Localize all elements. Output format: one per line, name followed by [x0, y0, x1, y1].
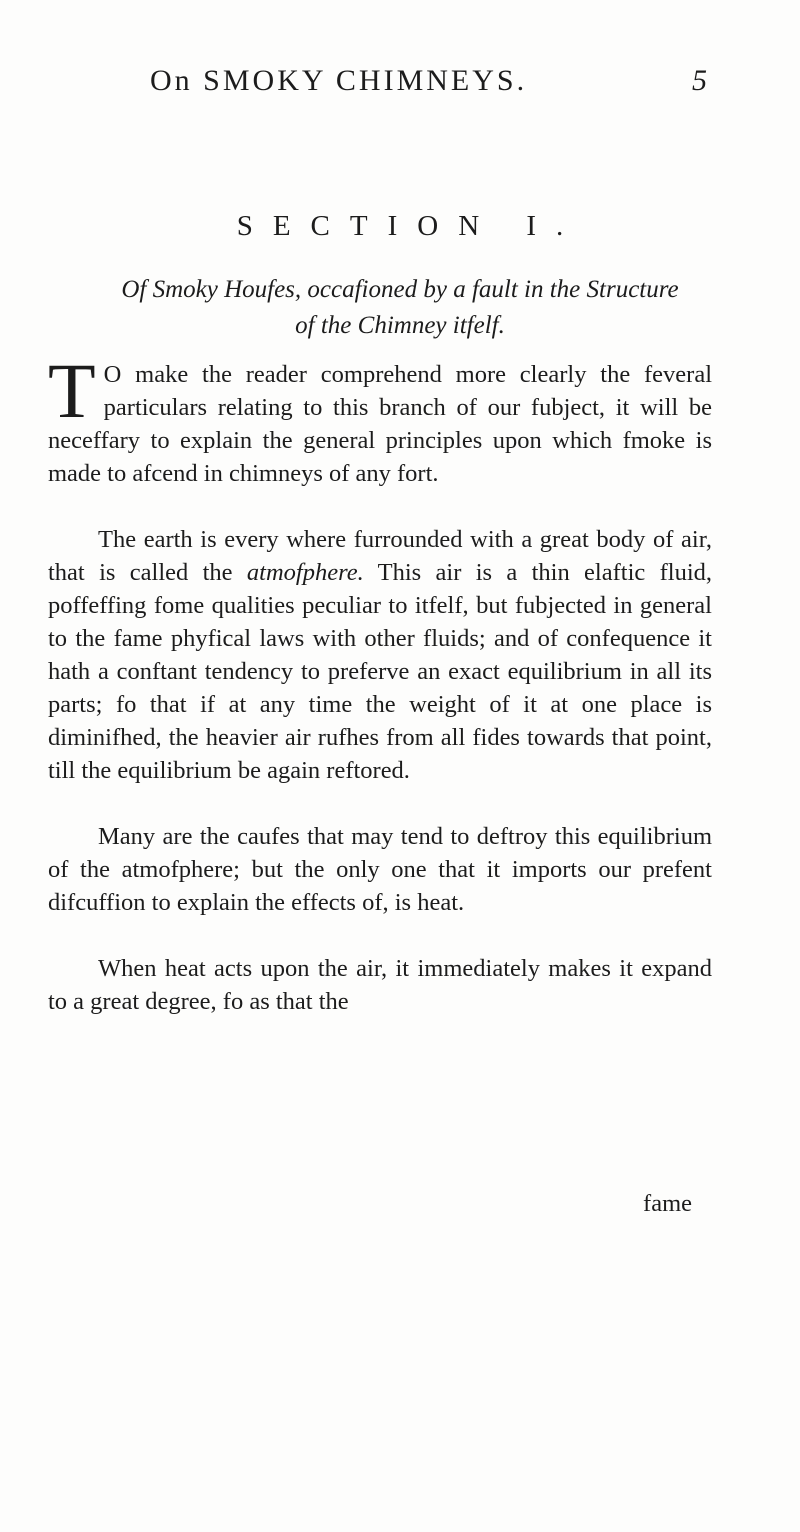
paragraph-2-italic-term: atmofphere. [246, 559, 364, 586]
running-head-title: On SMOKY CHIMNEYS. [150, 64, 528, 97]
catchword: fame [643, 1190, 692, 1217]
section-subtitle-line-1: Of Smoky Houfes, occafioned by a fault in the Structure [121, 276, 679, 303]
body-text [48, 347, 713, 1051]
section-title: SECTION I. [236, 210, 584, 242]
page-number: 5 [692, 64, 710, 97]
running-head [150, 64, 710, 104]
paragraph-2-text-before: The earth is every where furrounded with a great body of air, that is called the [48, 526, 712, 586]
drop-cap: T [48, 347, 96, 434]
paragraph-3: Many are the caufes that may tend to deftroy this equilibrium of the atmofphere; but the only one that it imports our prefent difcuffion to explain the effects of, is heat. [48, 823, 712, 916]
paragraph-1-text: O make the reader comprehend more clearly the feveral particulars relating to this branch of our fubject, it will be neceffary to explain the general principles upon which fmoke is made to afcend in chimneys of any fort. [48, 361, 712, 487]
paragraph-4: When heat acts upon the air, it immediately makes it expand to a great degree, fo as that the [48, 955, 712, 1015]
paragraph-2 [48, 523, 712, 787]
section-subtitle-line-2: of the Chimney itfelf. [295, 312, 505, 339]
paragraph-1 [48, 347, 712, 490]
section-subtitle [60, 272, 740, 344]
paragraph-2-text-after: This air is a thin elaftic fluid, poffeffing fome qualities peculiar to itfelf, but fubjected in general to the fame phyfical laws with other fluids; and of confequence it hath a conftant tendency to preferve an exact equilibrium in all its parts; fo that if at any time the weight of it at one place is diminifhed, the heavier air rufhes from all fides towards that point, till the equilibrium be again reftored. [48, 559, 713, 784]
